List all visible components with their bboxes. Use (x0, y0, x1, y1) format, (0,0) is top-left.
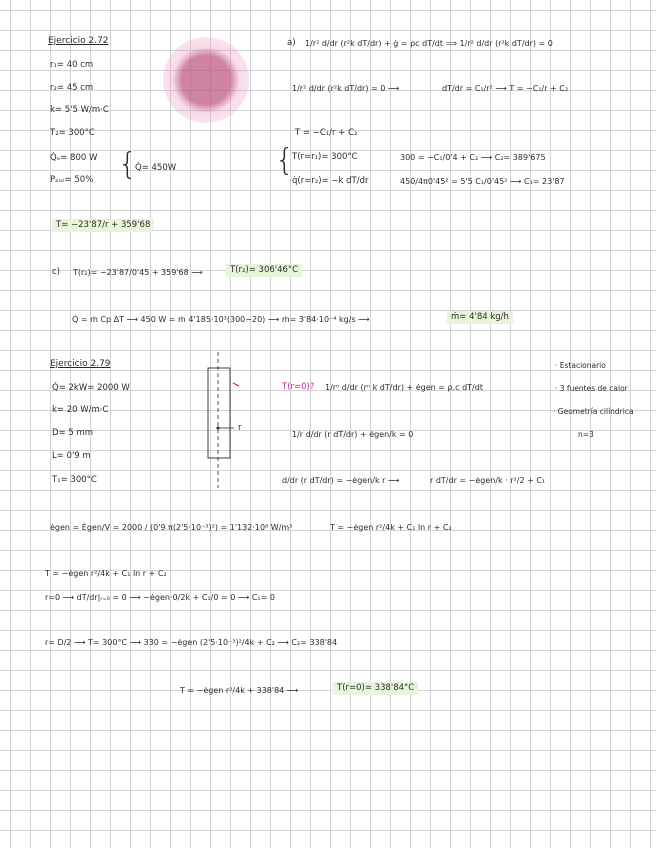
given-value: r₁= 40 cm (50, 60, 94, 70)
given-value: k= 20 W/m·C (52, 405, 109, 415)
heat-result: Q̇= 450W (135, 163, 177, 173)
given-value: D= 5 mm (52, 428, 94, 438)
given-value: r₂= 45 cm (50, 83, 94, 93)
exercise-title: Ejercicio 2.72 (48, 36, 109, 46)
result-box: T(r=0)= 338'84°C (333, 682, 418, 695)
note: · Geometría cilíndrica (553, 407, 634, 416)
brace: { (275, 143, 295, 178)
given-value: Q̇ₑ= 800 W (50, 153, 98, 163)
given-value: Q̇= 2kW= 2000 W (52, 383, 130, 393)
given-value: Pₐᵢₛₗ= 50% (50, 175, 94, 185)
equation: T = −ėgen r²/4k + C₁ ln r + C₂ (45, 569, 167, 578)
equation: 1/r d/dr (r dT/dr) + ėgen/k = 0 (292, 430, 414, 439)
boundary-condition: r=0 ⟶ dT/dr|ᵣ₌₀ = 0 ⟶ −ėgen·0/2k + C₁/0 = 0 ⟶ C₁= 0 (45, 593, 275, 602)
heat-equation: 1/rⁿ d/dr (rⁿ k dT/dr) + ėgen = ρ.c dT/dt (325, 383, 483, 392)
equation: dT/dr = C₁/r² ⟶ T = −C₁/r + C₂ (442, 84, 569, 93)
given-value: T₁= 300°C (52, 475, 97, 485)
given-value: k= 5'5 W/m·C (50, 105, 109, 115)
note: · Estacionario (555, 361, 606, 370)
boundary-condition: r= D/2 ⟶ T= 300°C ⟶ 330 = −ėgen (2'5·10⁻³)²/4k + C₂ ⟶ C₂= 338'84 (45, 638, 338, 647)
given-value: L= 0'9 m (52, 451, 91, 461)
question-label: T(r=0)? (282, 382, 315, 392)
equation: T(r₂)= −23'87/0'45 + 359'68 ⟶ (73, 268, 203, 277)
equation: T = −C₁/r + C₂ (295, 128, 358, 138)
part-label: a) (287, 38, 296, 48)
equation: T = −ėgen r²/4k + C₁ ln r + C₂ (330, 523, 452, 532)
mass-flow-equation: Q̇ = ṁ Cp ΔT ⟶ 450 W = ṁ 4'185·10³(300−20) ⟶ ṁ= 3'84·10⁻⁴ kg/s ⟶ (72, 315, 370, 324)
boundary-condition: q̇(r=r₂)= −k dT/dr (292, 176, 369, 186)
boundary-result: 300 = −C₁/0'4 + C₂ ⟶ C₂= 389'675 (400, 153, 546, 162)
part-label: c) (52, 267, 60, 277)
note: · 3 fuentes de calor (555, 384, 628, 393)
equation: d/dr (r dT/dr) = −ėgen/k r ⟶ (282, 476, 400, 485)
boundary-condition: T(r=r₁)= 300°C (292, 152, 358, 162)
result-box: ṁ= 4'84 kg/h (447, 311, 513, 324)
exercise-title: Ejercicio 2.79 (50, 359, 111, 369)
result-box: T(r₂)= 306'46°C (226, 264, 302, 277)
radius-label: r (238, 423, 242, 433)
result-box: T= −23'87/r + 359'68 (52, 219, 154, 232)
boundary-result: 450/4π0'45² = 5'5 C₁/0'45² ⟶ C₁= 23'87 (400, 177, 565, 186)
equation: r dT/dr = −ėgen/k · r²/2 + C₁ (430, 476, 546, 485)
generation-equation: ėgen = Ėgen/V = 2000 / (0'9 π(2'5·10⁻³)²) = 1'132·10⁸ W/m³ (50, 523, 293, 532)
given-value: T₂= 300°C (50, 128, 95, 138)
equation: 1/r² d/dr (r²k dT/dr) = 0 ⟶ (292, 84, 400, 93)
final-equation: T = −ėgen r²/4k + 338'84 ⟶ (180, 686, 299, 695)
brace: { (118, 147, 138, 182)
equation: 1/r² d/dr (r²k dT/dr) + ġ = ρc dT/dt ⟹ 1/r² d/dr (r²k dT/dr) = 0 (305, 39, 553, 48)
note: n=3 (578, 430, 594, 439)
